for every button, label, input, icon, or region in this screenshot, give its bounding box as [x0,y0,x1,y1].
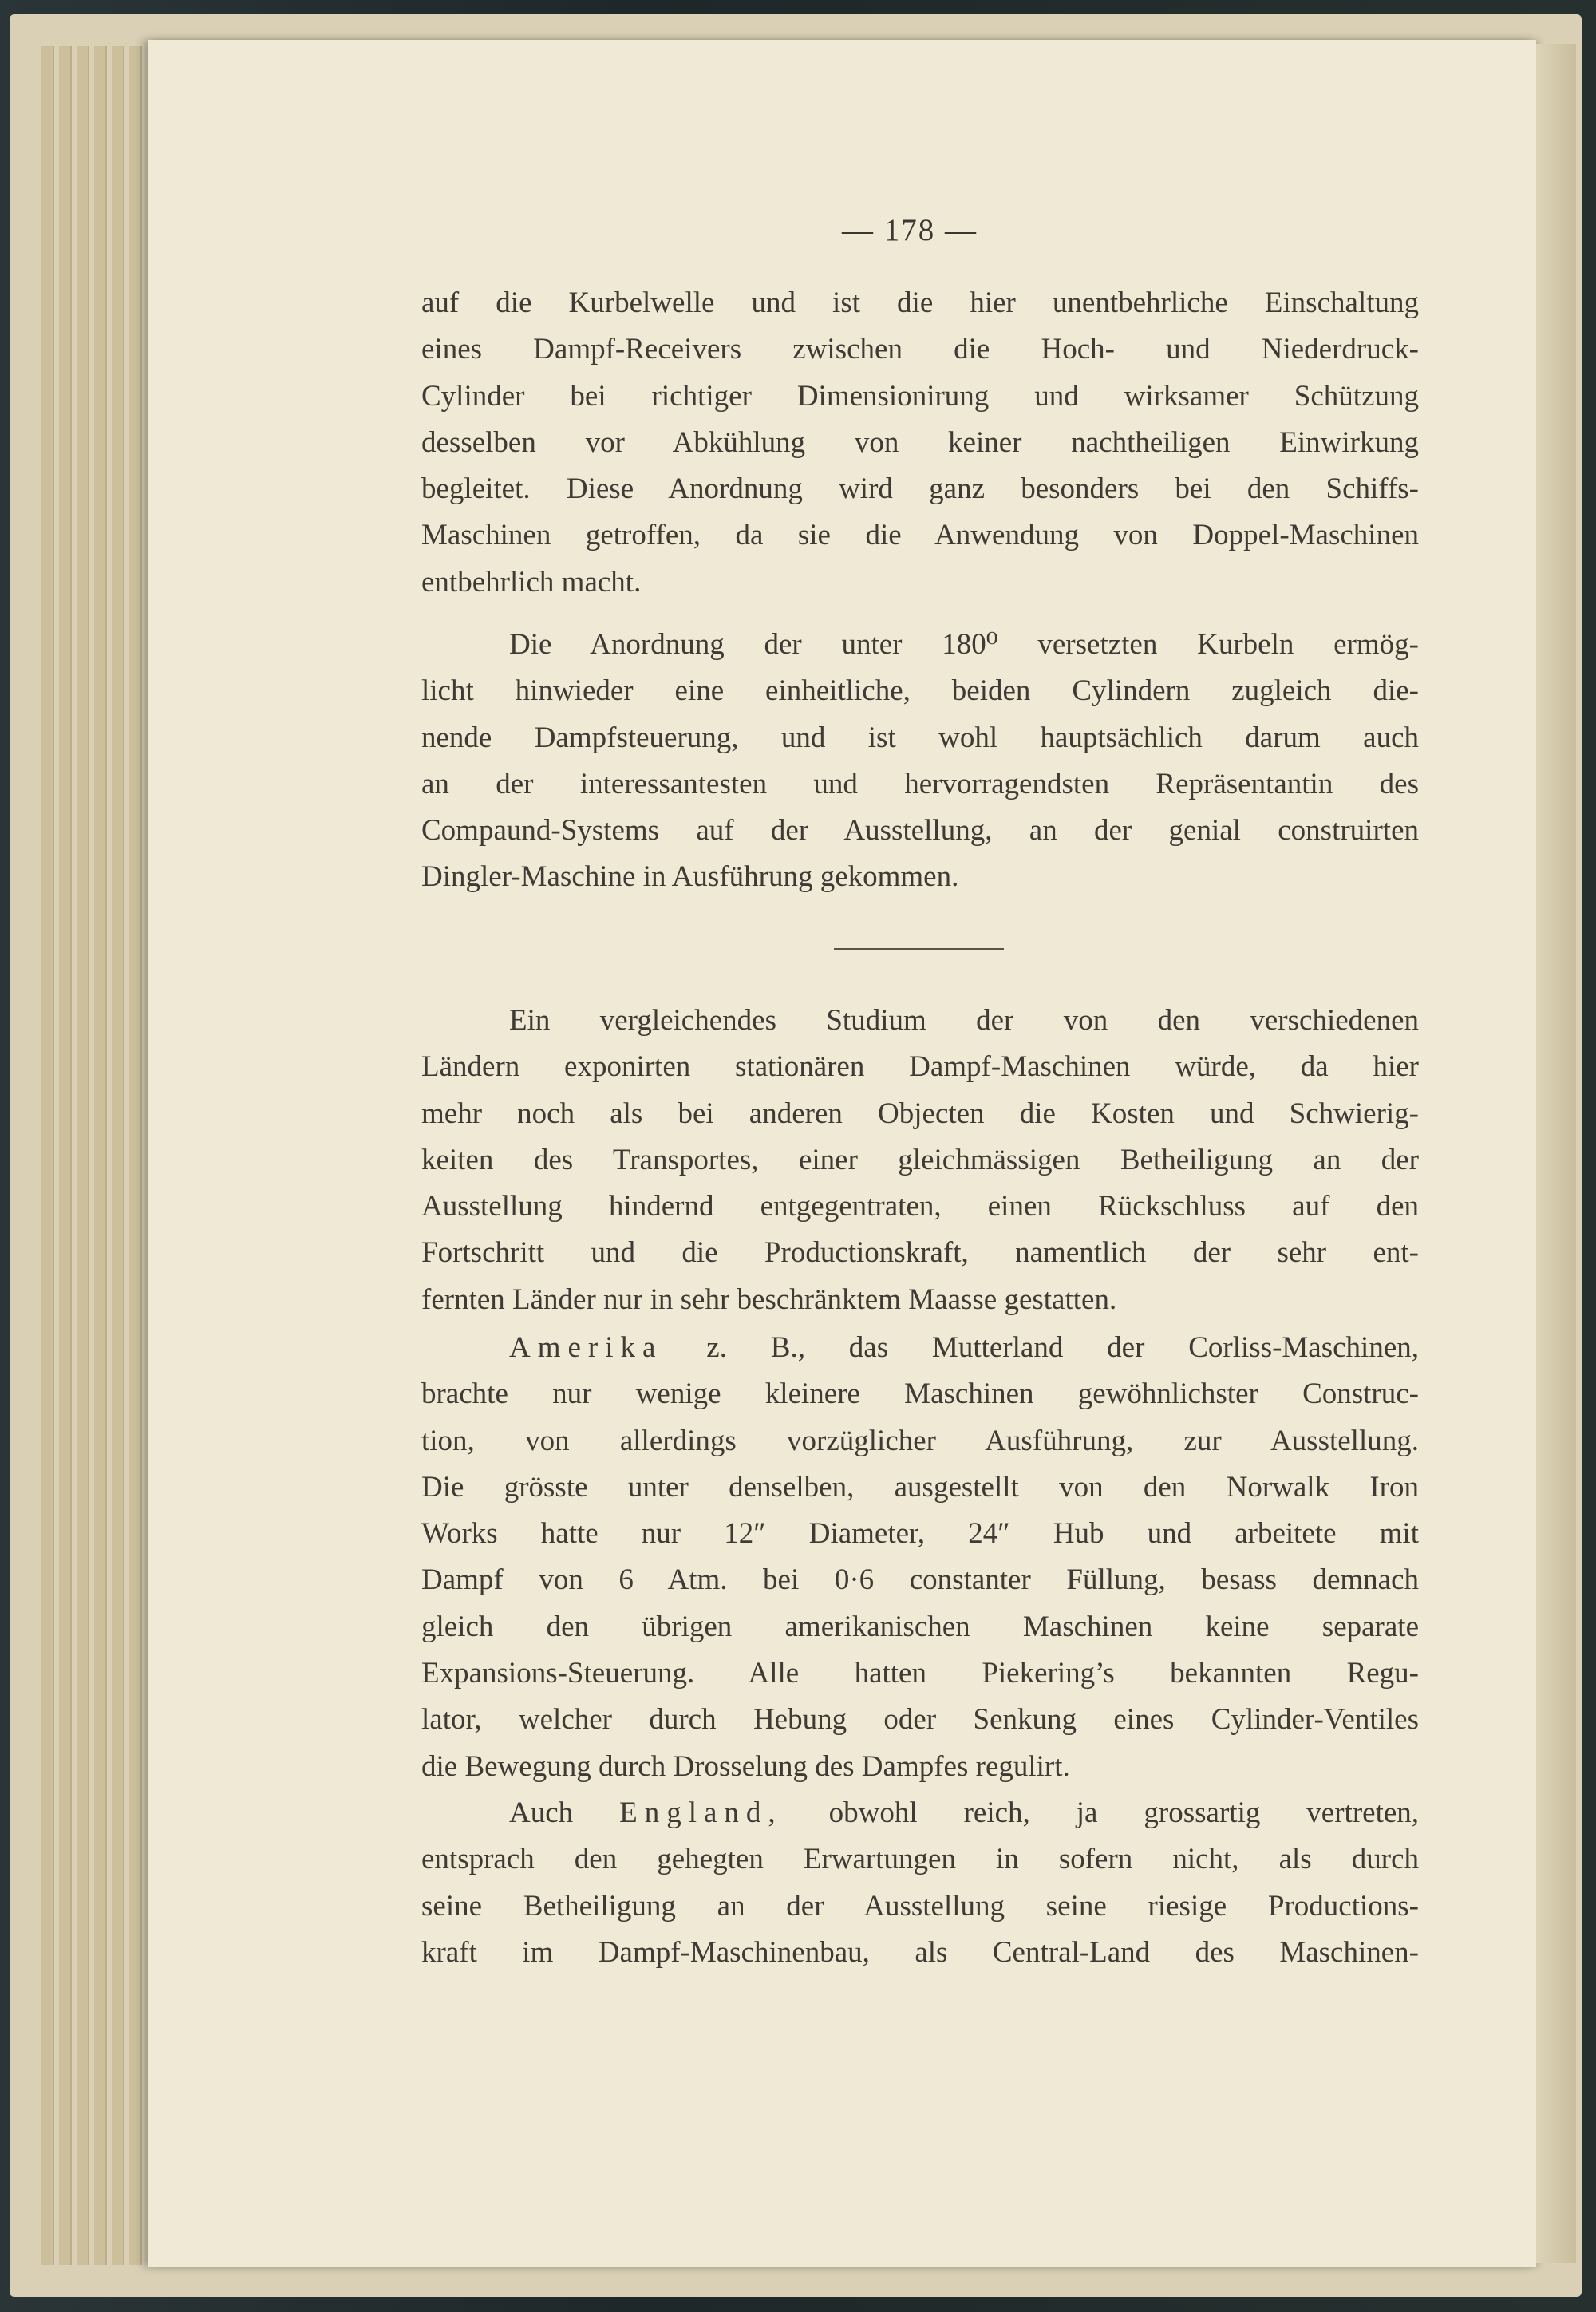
page-edge [129,46,142,2265]
text-line: eines Dampf-Receivers zwischen die Hoch- und Niederdruck- [421,333,1419,366]
text-fragment: Auch [509,1796,574,1829]
paragraph-4 [421,1325,1419,1790]
text-line: seine Betheiligung an der Ausstellung seine riesige Productions- [421,1889,1419,1923]
text-fragment: obwohl reich, ja grossartig vertreten, [828,1796,1419,1829]
text-line: Cylinder bei richtiger Dimensionirung und wirksamer Schützung [421,379,1419,413]
page-edge [112,46,124,2265]
text-line: lator, welcher durch Hebung oder Senkung eines Cylinder-Ventiles [421,1703,1419,1737]
text-line: entsprach den gehegten Erwartungen in sofern nicht, als durch [421,1843,1419,1876]
page-edge [94,46,107,2265]
paragraph-3 [421,998,1419,1323]
paragraph-5 [421,1790,1419,1976]
section-divider [834,948,1004,950]
text-line: brachte nur wenige kleinere Maschinen gewöhnlichster Construc- [421,1377,1419,1411]
text-line: entbehrlich macht. [421,565,642,599]
text-line: gleich den übrigen amerikanischen Maschinen keine separate [421,1610,1419,1643]
paragraph-2 [421,622,1419,901]
text-line [421,1790,1419,1836]
right-page-edge [1536,44,1576,2263]
page-edge [59,46,72,2265]
text-line: fernten Länder nur in sehr beschränktem Maasse gestatten. [421,1282,1117,1316]
text-line: begleitet. Diese Anordnung wird ganz besonders bei den Schiffs- [421,472,1419,506]
text-line: an der interessantesten und hervorragendsten Repräsentantin des [421,767,1419,800]
text-line: Dampf von 6 Atm. bei 0·6 constanter Füllung, besass demnach [421,1563,1419,1597]
text-line: kraft im Dampf-Maschinenbau, als Central-Land des Maschinen- [421,1935,1419,1969]
text-fragment: z. B., das Mutterland der Corliss-Maschinen, [706,1331,1419,1364]
emphasized-country: Amerika [509,1331,663,1364]
text-line: tion, von allerdings vorzüglicher Ausführung, zur Ausstellung. [421,1424,1419,1457]
text-line: nende Dampfsteuerung, und ist wohl hauptsächlich darum auch [421,721,1419,754]
text-line: Works hatte nur 12″ Diameter, 24″ Hub und arbeitete mit [421,1517,1419,1551]
paragraph-1 [421,280,1419,606]
text-line: Ausstellung hindernd entgegentraten, einen Rückschluss auf den [421,1190,1419,1223]
page-edge [41,46,54,2265]
text-line [421,1325,1419,1371]
text-line: Die grösste unter denselben, ausgestellt von den Norwalk Iron [421,1470,1419,1504]
text-line: licht hinwieder eine einheitliche, beiden Cylindern zugleich die- [421,674,1419,708]
text-line: die Bewegung durch Drosselung des Dampfes regulirt. [421,1749,1070,1783]
page-edge [77,46,89,2265]
text-line: keiten des Transportes, einer gleichmässigen Betheiligung an der [421,1143,1419,1176]
emphasized-country: England, [619,1796,783,1829]
text-line: Ländern exponirten stationären Dampf-Maschinen würde, da hier [421,1050,1419,1084]
text-line: Ein vergleichendes Studium der von den verschiedenen [509,1004,1419,1037]
text-line: auf die Kurbelwelle und ist die hier unentbehrliche Einschaltung [421,287,1419,319]
text-line: Compaund-Systems auf der Ausstellung, an der genial construirten [421,814,1419,848]
text-line: Dingler-Maschine in Ausführung gekommen. [421,860,959,894]
text-line: Expansions-Steuerung. Alle hatten Piekering’s bekannten Regu- [421,1657,1419,1690]
text-line: desselben vor Abkühlung von keiner nachtheiligen Einwirkung [421,425,1419,459]
text-line: Maschinen getroffen, da sie die Anwendung von Doppel-Maschinen [421,519,1419,552]
page-number: — 178 — [842,213,978,247]
text-line: Fortschritt und die Productionskraft, namentlich der sehr ent- [421,1236,1419,1270]
text-line: mehr noch als bei anderen Objecten die Kosten und Schwierig- [421,1097,1419,1130]
text-line: Die Anordnung der unter 180⁰ versetzten Kurbeln ermög- [509,628,1419,661]
